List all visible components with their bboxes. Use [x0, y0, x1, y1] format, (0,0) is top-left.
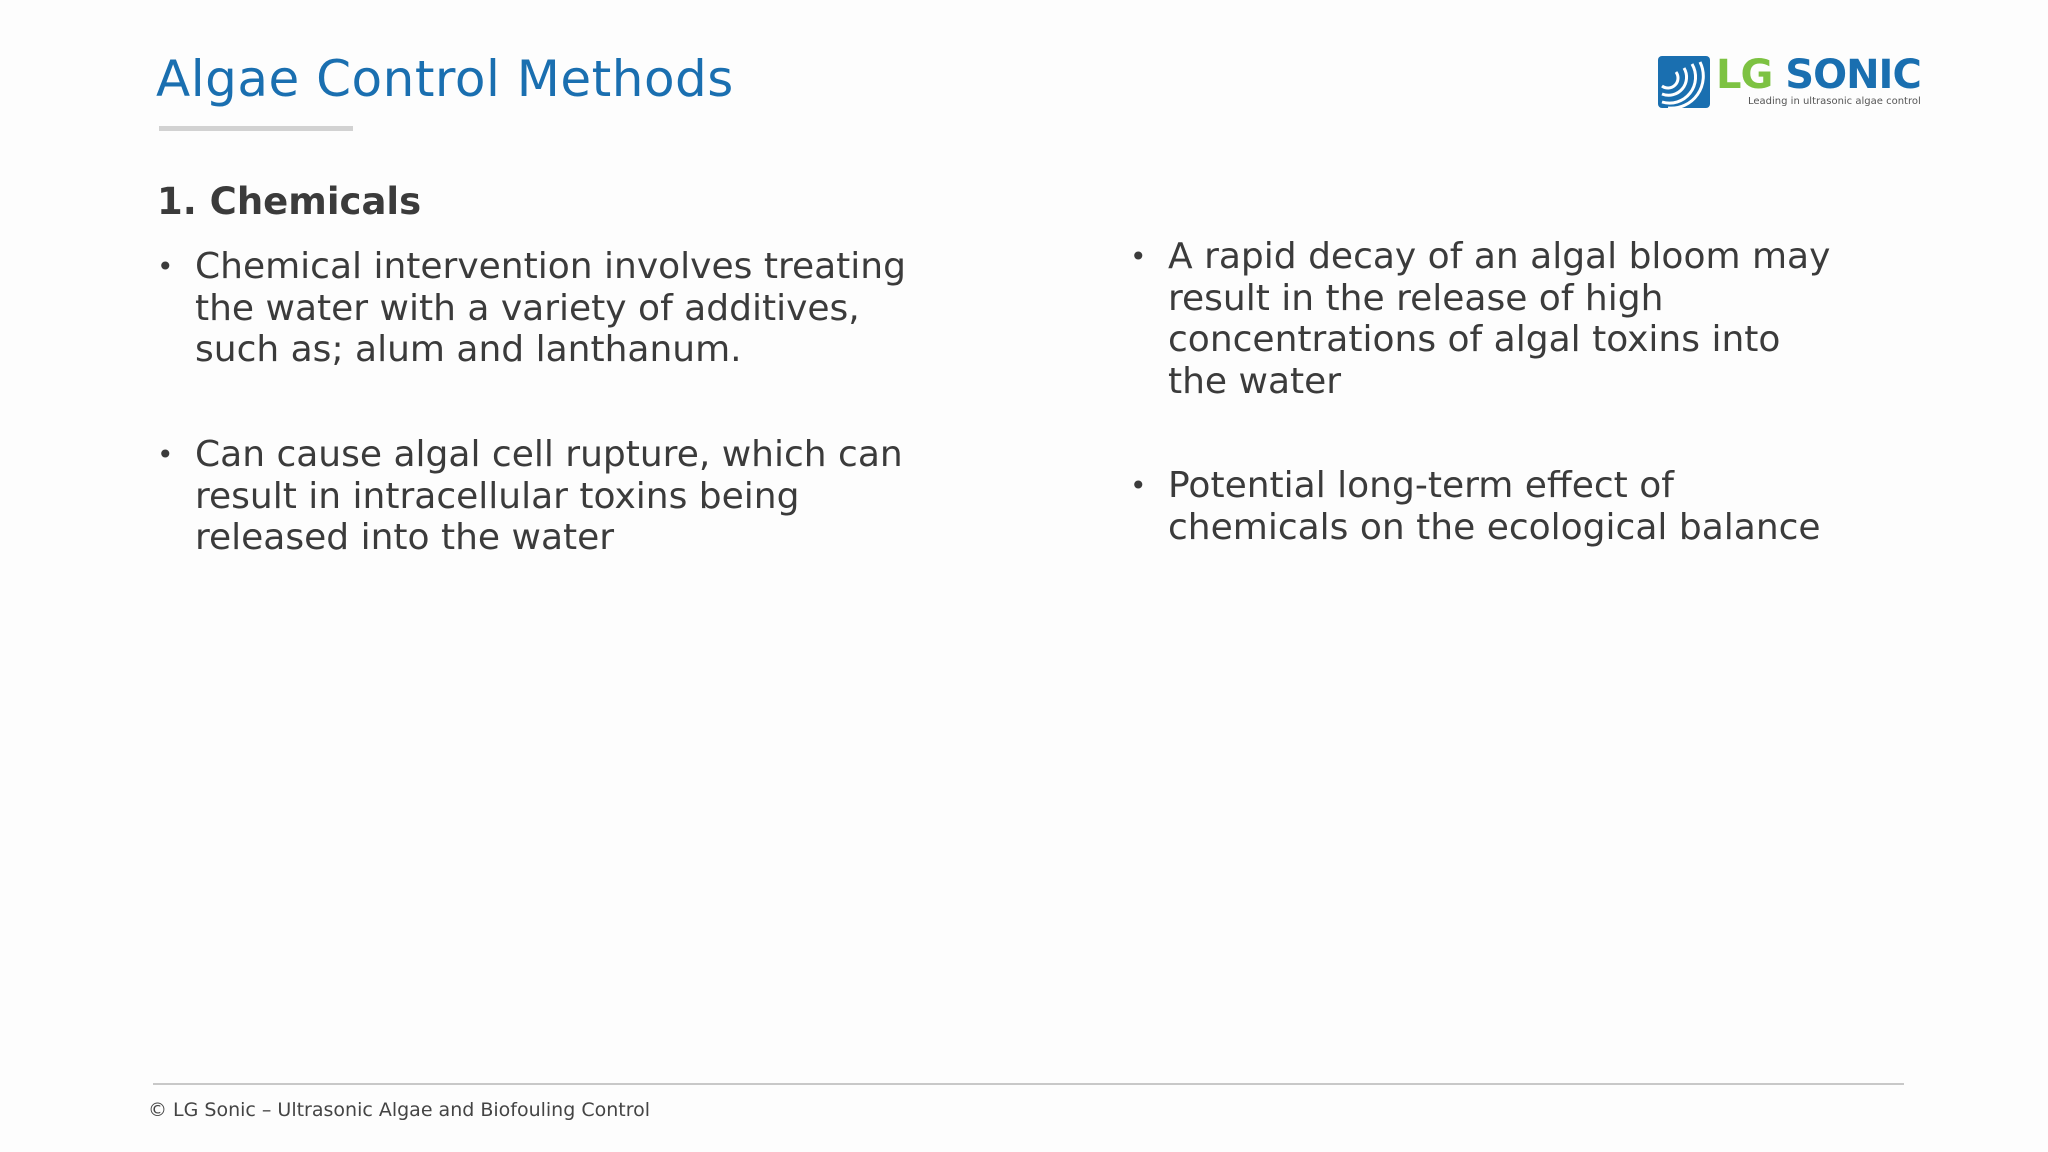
- bullet-icon: •: [1130, 469, 1147, 502]
- bullet-line: result in intracellular toxins being: [195, 475, 800, 517]
- right-bullet-2: [1130, 465, 1821, 548]
- left-bullet-2: [157, 434, 903, 559]
- section-heading: 1. Chemicals: [157, 180, 422, 223]
- bullet-line: Can cause algal cell rupture, which can: [195, 434, 903, 475]
- footer-copyright: © LG Sonic – Ultrasonic Algae and Biofouling Control: [148, 1099, 651, 1121]
- left-bullet-1: [157, 246, 906, 371]
- bullet-line: Chemical intervention involves treating: [195, 246, 906, 287]
- bullet-line: released into the water: [195, 517, 615, 558]
- bullet-icon: •: [157, 438, 174, 471]
- bullet-line: result in the release of high: [1168, 277, 1664, 319]
- logo-sonic-text: SONIC: [1785, 52, 1921, 98]
- bullet-line: A rapid decay of an algal bloom may: [1168, 236, 1831, 277]
- logo-tagline: Leading in ultrasonic algae control: [1748, 96, 1921, 107]
- bullet-line: such as; alum and lanthanum.: [195, 329, 742, 370]
- bullet-line: the water: [1168, 360, 1342, 402]
- bullet-line: the water with a variety of additives,: [195, 287, 860, 329]
- slide-title: Algae Control Methods: [156, 50, 734, 108]
- footer-divider: [153, 1083, 1904, 1085]
- bullet-icon: •: [157, 250, 174, 283]
- lg-sonic-logo: [1658, 52, 1921, 112]
- sound-wave-logo-icon: [1658, 56, 1710, 108]
- bullet-icon: •: [1130, 240, 1147, 273]
- bullet-line: chemicals on the ecological balance: [1168, 506, 1821, 548]
- title-underline: [159, 126, 353, 131]
- bullet-line: Potential long-term effect of: [1168, 465, 1674, 506]
- right-bullet-1: [1130, 236, 1831, 402]
- bullet-line: concentrations of algal toxins into: [1168, 319, 1781, 360]
- logo-lg-text: LG: [1716, 52, 1773, 98]
